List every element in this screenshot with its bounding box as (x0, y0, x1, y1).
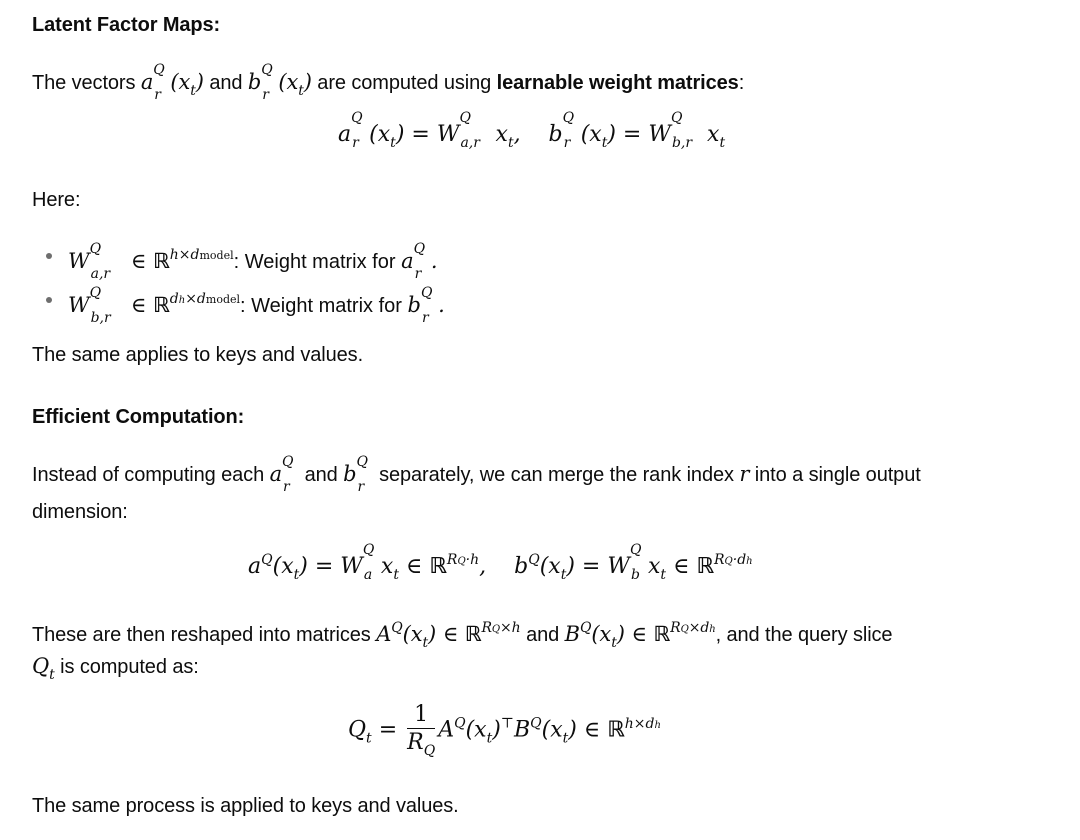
text: and (526, 624, 560, 646)
text: separately, we can merge the rank index (379, 464, 734, 486)
math-a-r-q: a Q r (269, 454, 294, 495)
math-a-matrix: $A^Q(x_t)$ ∈ ℝ$^{RQ\times h}$ (376, 620, 521, 651)
paragraph-reshape-cont (32, 647, 199, 694)
paragraph-vectors-intro (32, 63, 744, 110)
paragraph-keys-values: The same applies to keys and values. (32, 344, 364, 366)
text: is computed as: (60, 656, 199, 678)
math-w-a-r: W Q a,r ∈ ℝ$^{h\times dmodel}$ (68, 241, 234, 282)
bullet-dot (46, 253, 52, 259)
bullet-text: : Weight matrix for (233, 251, 396, 273)
math-q-t: $Q_t$ (32, 654, 55, 683)
math-a-r-q: a Q r . (401, 241, 438, 282)
paragraph-merge-rank (32, 455, 921, 494)
text: , and the query slice (715, 624, 893, 646)
here-label: Here: (32, 189, 81, 211)
math-b-r-q: b Q r (343, 454, 368, 495)
equation-factor-maps: a Q r $(x_t) = W$ Q a,r $x_t$, b Q r $(x_t) = W$ Q b,r $x_t$ (338, 110, 726, 151)
section-heading-latent-factor-maps: Latent Factor Maps: (32, 14, 221, 36)
bullet-text: : Weight matrix for (240, 295, 402, 317)
math-b-r-q: b Q r $(x_t)$ (247, 62, 312, 103)
text: and (209, 72, 243, 94)
text: are computed using (317, 72, 492, 94)
weight-matrix-list (48, 233, 445, 326)
fraction: $\frac{1}{R_Q}$ (407, 702, 436, 759)
text: These are then reshaped into matrices (32, 624, 371, 646)
bullet-dot (46, 297, 52, 303)
text: Instead of computing each (32, 464, 265, 486)
math-r: r (739, 462, 750, 486)
text: and (304, 464, 338, 486)
equation-merged-maps: $a^Q(x_t) = W$ Q a $x_t$ ∈ ℝ$^{RQ\cdot h}$, $b^Q(x_t) = W$ Q b $x_t$ ∈ ℝ$^{RQ\cdot dh}$ (248, 542, 753, 583)
text: The vectors (32, 72, 136, 94)
section-heading-efficient-computation: Efficient Computation: (32, 406, 245, 428)
math-a-r-q: a Q r $(x_t)$ (140, 62, 204, 103)
paragraph-merge-rank-cont: dimension: (32, 501, 128, 523)
paragraph-final: The same process is applied to keys and values. (32, 795, 459, 817)
math-b-matrix: $B^Q(x_t)$ ∈ ℝ$^{RQ\times dh}$ (564, 620, 716, 651)
list-item (48, 277, 445, 326)
text: into a single output (754, 464, 921, 486)
bold-text: learnable weight matrices (496, 72, 739, 94)
math-w-b-r: W Q b,r ∈ ℝ$^{dh\times dmodel}$ (68, 285, 241, 326)
list-item (48, 233, 445, 282)
equation-query-slice: $Q_t$ = $\frac{1}{R_Q}$ $A^Q(x_t)^⊤B^Q(x_t)$ ∈ ℝ$^{h\times dh}$ (348, 702, 661, 759)
text: : (738, 72, 745, 94)
math-b-r-q: b Q r . (407, 285, 445, 326)
